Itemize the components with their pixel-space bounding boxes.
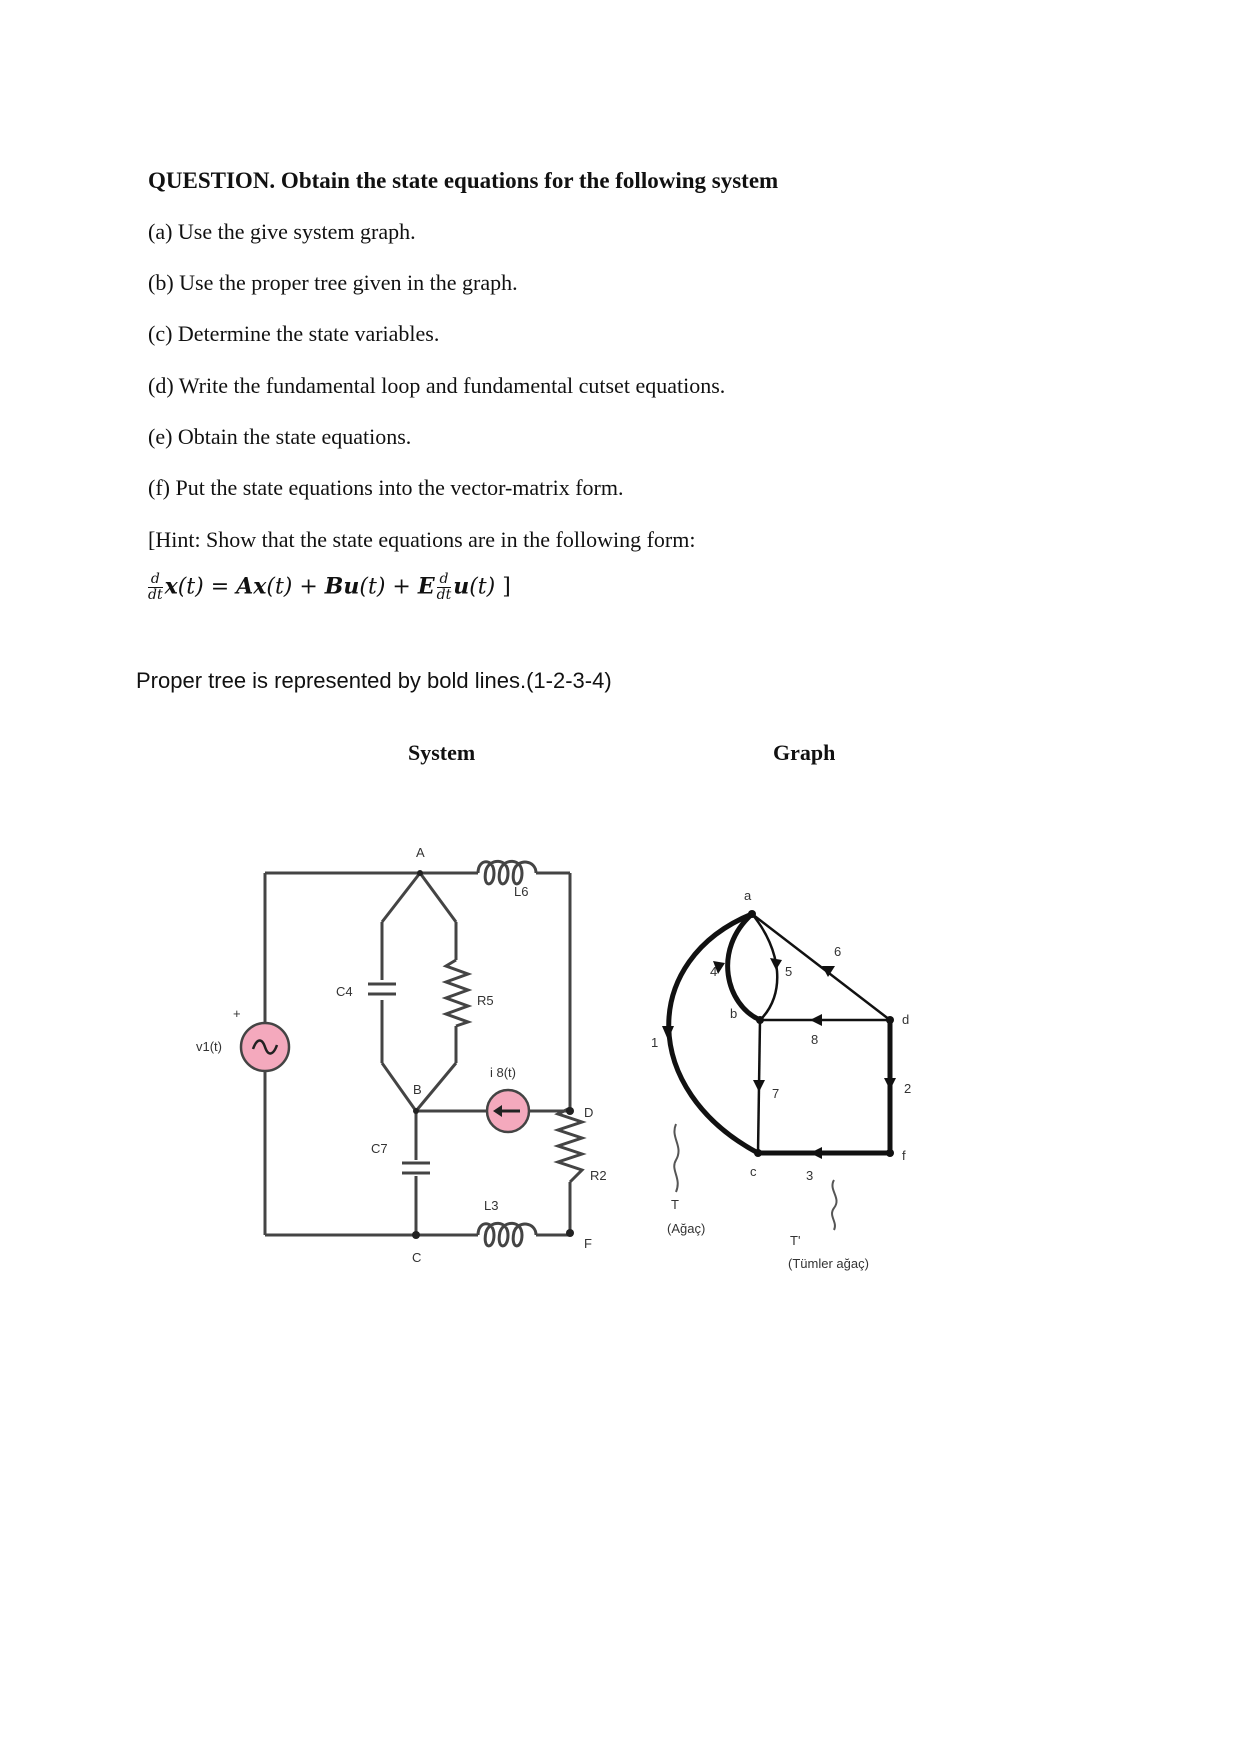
arrow-branch-7 (753, 1080, 765, 1092)
arrow-branch-8 (810, 1014, 822, 1026)
voltage-source-v1 (241, 1023, 289, 1071)
inductor-l3 (478, 1223, 536, 1246)
derivative-fraction: $\frac{d}{dt}$ (148, 571, 163, 603)
branch-3-label: 3 (806, 1168, 814, 1183)
branch-7-label: 7 (772, 1086, 780, 1101)
graph-nodes (748, 910, 894, 1157)
node-d-label: D (584, 1105, 594, 1120)
node-a-label: A (416, 845, 425, 860)
branch-6-label: 6 (834, 944, 842, 959)
capacitor-c4 (368, 980, 396, 1000)
arrow-branch-5 (770, 958, 782, 970)
hint-text: [Hint: Show that the state equations are in the following form: (148, 527, 696, 552)
branch-4-label: 4 (710, 964, 718, 979)
l6-label: L6 (514, 884, 529, 899)
arrow-branch-1 (662, 1026, 674, 1040)
branch-8-label: 8 (811, 1032, 819, 1047)
r5-label: R5 (477, 993, 494, 1008)
question-title: QUESTION. Obtain the state equations for the following system (148, 168, 779, 193)
resistor-r2 (558, 1108, 582, 1182)
resistor-r5 (444, 960, 470, 1026)
capacitor-c7 (402, 1163, 430, 1173)
branch-2-label: 2 (904, 1081, 912, 1096)
question-item-a: (a) Use the give system graph. (148, 219, 416, 244)
proper-tree-note: Proper tree is represented by bold lines.(1-2-3-4) (136, 668, 612, 693)
arrow-branch-2 (884, 1078, 896, 1090)
graph-label: Graph (773, 740, 836, 765)
v1-plus-label: + (233, 1006, 241, 1021)
tree-squiggle (674, 1124, 678, 1192)
i8-label: i 8(t) (490, 1065, 516, 1080)
graph-node-a-label: a (744, 888, 752, 903)
l3-label: L3 (484, 1198, 499, 1213)
c4-label: C4 (336, 984, 353, 999)
question-item-d: (d) Write the fundamental loop and fundamental cutset equations. (148, 373, 726, 398)
graph-node-d-label: d (902, 1012, 910, 1027)
cotree-squiggle (832, 1180, 837, 1230)
cotree-tumler-label: (Tümler ağaç) (788, 1256, 869, 1271)
cotree-t-label: T' (790, 1233, 801, 1248)
question-item-e: (e) Obtain the state equations. (148, 424, 412, 449)
circuit-diagram (265, 873, 570, 1235)
graph-arrows (662, 958, 896, 1159)
tree-agac-label: (Ağaç) (667, 1221, 706, 1236)
graph-node-b-label: b (730, 1006, 738, 1021)
node-b-label: B (413, 1082, 422, 1097)
graph-node-f-label: f (902, 1148, 906, 1163)
c7-label: C7 (371, 1141, 388, 1156)
arrow-branch-3 (810, 1147, 822, 1159)
system-graph (669, 914, 890, 1153)
question-item-c: (c) Determine the state variables. (148, 321, 440, 346)
inductor-l6 (478, 861, 536, 884)
node-c-label: C (412, 1250, 422, 1265)
branch-1-label: 1 (651, 1035, 659, 1050)
state-equation: $\frac{d}{dt}$ x(t) = Ax(t) + Bu(t) + E $\frac{d}{dt}$ u(t) ] (148, 571, 511, 603)
system-label: System (408, 740, 476, 765)
circuit-nodes (412, 870, 574, 1239)
branch-5-label: 5 (785, 964, 793, 979)
derivative-fraction-2: $\frac{d}{dt}$ (436, 571, 452, 603)
v1-label: v1(t) (196, 1039, 222, 1054)
current-source-i8 (487, 1090, 529, 1132)
r2-label: R2 (590, 1168, 607, 1183)
node-f-label: F (584, 1236, 592, 1251)
question-item-b: (b) Use the proper tree given in the graph. (148, 270, 518, 295)
question-item-f: (f) Put the state equations into the vector-matrix form. (148, 475, 624, 500)
tree-t-label: T (671, 1197, 679, 1212)
graph-node-c-label: c (750, 1164, 757, 1179)
